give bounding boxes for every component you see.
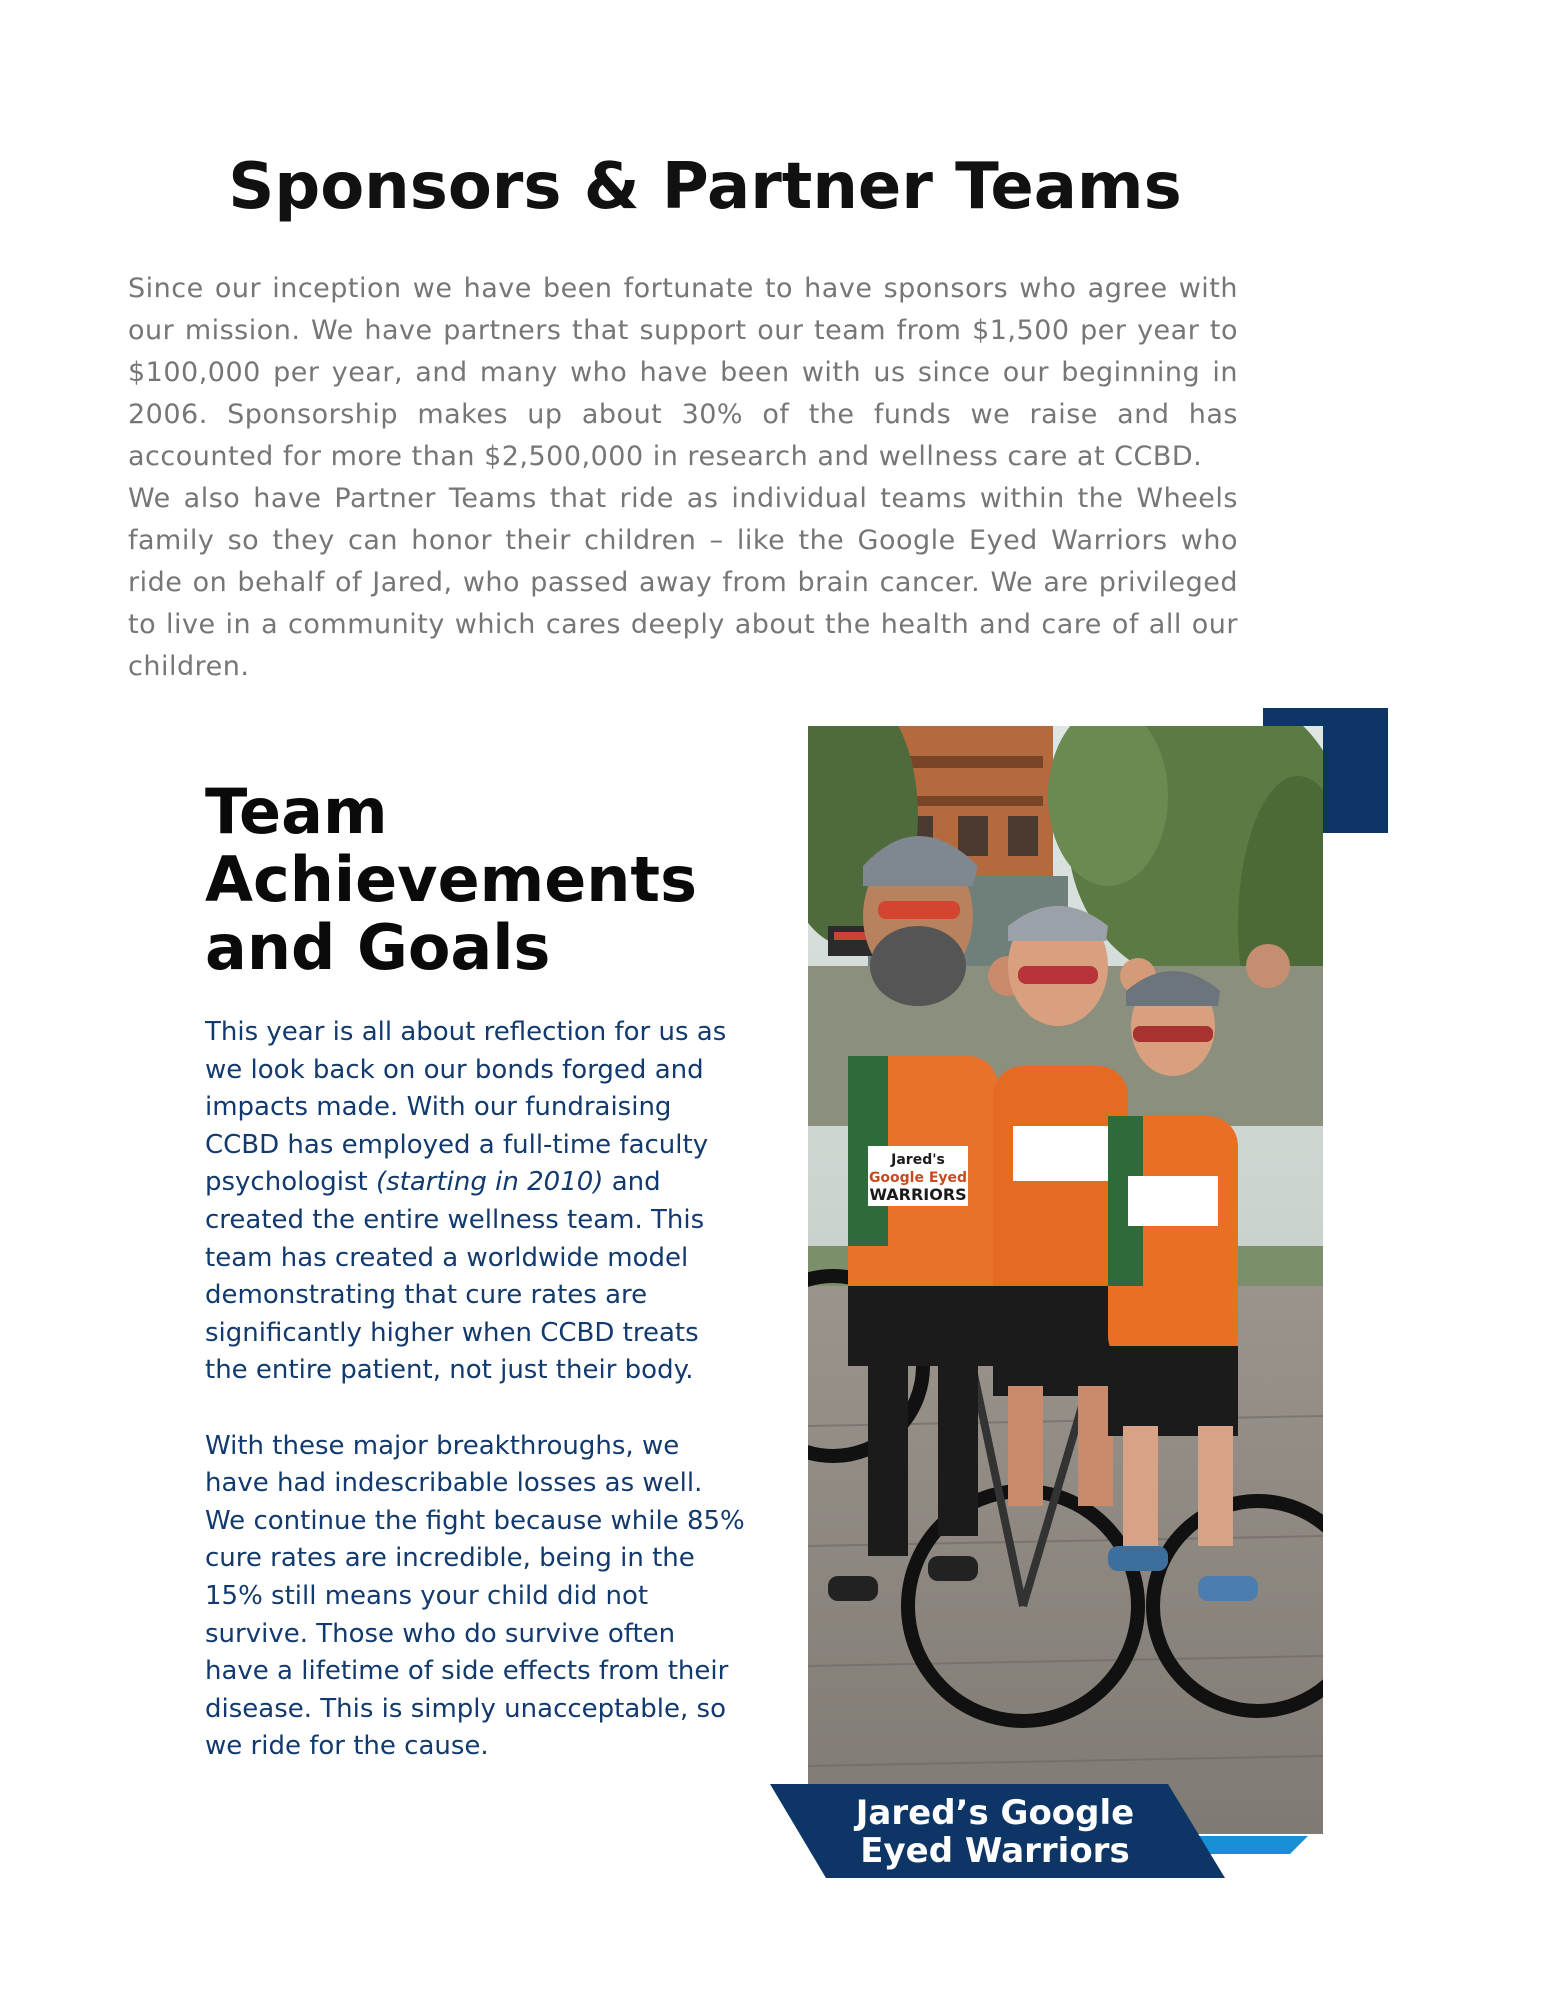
- section-body: [205, 1014, 745, 1766]
- section-title: [205, 775, 765, 984]
- intro-text: [128, 268, 1238, 688]
- body-text-run: This year is all about reflection for us as we look back on our bonds forged and impacts made. With our fundraising CCBD has employed a full-time faculty psychologist: [205, 1017, 727, 1198]
- section-title-line: Achievements: [205, 843, 697, 916]
- team-photo: [808, 726, 1323, 1834]
- section-title-line: Team: [205, 775, 388, 848]
- body-paragraph-losses: With these major breakthroughs, we have had indescribable losses as well. We continue the fight because while 85% cure rates are incredible, being in the 15% still means your child did not survive. Those who do survive often have a lifetime of side effects from their disease. This is simply unacceptable, so we ride for the cause.: [205, 1430, 745, 1762]
- body-text-run: and created the entire wellness team. This team has created a worldwide model demonstrating that cure rates are significantly higher when CCBD treats the entire patient, not just their body.: [205, 1167, 705, 1386]
- intro-paragraph-sponsors: Since our inception we have been fortunate to have sponsors who agree with our mission. We have partners that support our team from $1,500 per year to $100,000 per year, and many who have been with us since our beginning in 2006. Sponsorship makes up about 30% of the funds we raise and has accounted for more than $2,500,000 in research and wellness care at CCBD.: [128, 273, 1238, 472]
- jersey-text-line3: WARRIORS: [869, 1185, 967, 1204]
- body-text-italic: (starting in 2010): [375, 1167, 604, 1198]
- jersey-text-line1: Jared's: [891, 1152, 945, 1168]
- photo-caption-banner: [770, 1784, 1310, 1880]
- photo-caption: [825, 1794, 1165, 1870]
- caption-line: Jared’s Google: [855, 1793, 1135, 1833]
- section-title-line: and Goals: [205, 911, 551, 984]
- team-photo-illustration: [808, 726, 1323, 1834]
- intro-paragraph-partner-teams: We also have Partner Teams that ride as individual teams within the Wheels family so they can honor their children – like the Google Eyed Warriors who ride on behalf of Jared, who passed away from brain cancer. We are privileged to live in a community which cares deeply about the health and care of all our children.: [128, 483, 1238, 682]
- caption-line: Eyed Warriors: [860, 1831, 1130, 1871]
- jersey-text-line2: Google Eyed: [868, 1170, 968, 1186]
- body-paragraph-reflection: [205, 1014, 745, 1390]
- page-title: Sponsors & Partner Teams: [228, 150, 1182, 224]
